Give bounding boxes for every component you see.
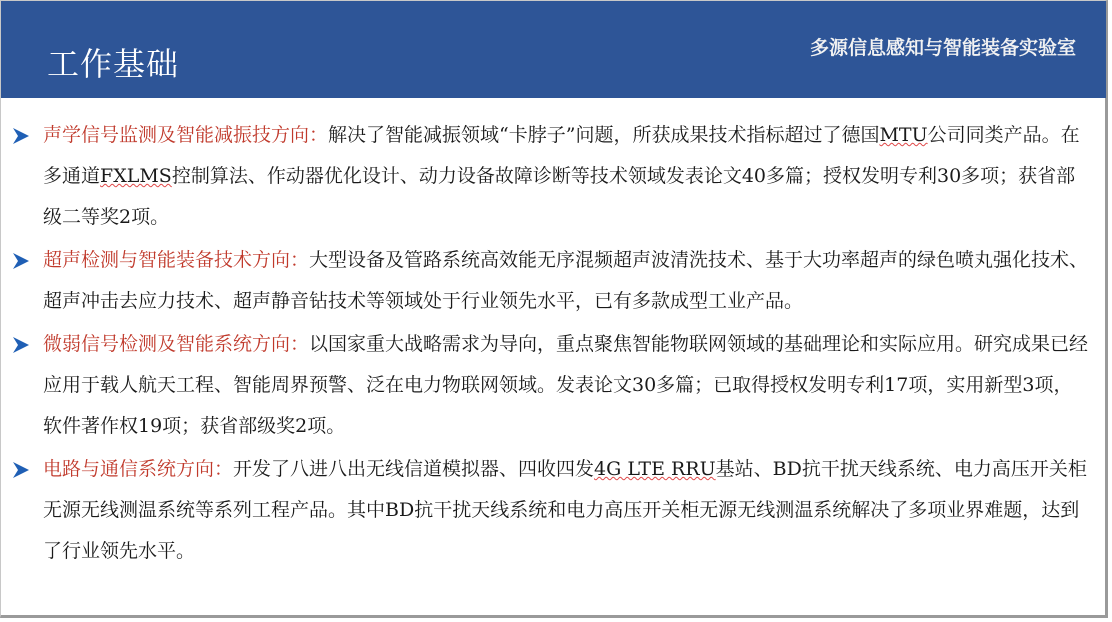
item-body: 解决了智能减振领域“卡脖子”问题，所获成果技术指标超过了德国	[328, 124, 880, 146]
item-lead: 声学信号监测及智能减振技方向：	[43, 124, 329, 146]
term-4g-lte-rru: 4G LTE RRU	[594, 458, 716, 480]
page-title: 工作基础	[47, 45, 180, 83]
list-item	[11, 449, 1091, 572]
item-lead: 微弱信号检测及智能系统方向：	[43, 333, 310, 355]
term-mtu: MTU	[879, 124, 928, 146]
item-body: 以国家重大战略需求为导向，重点聚焦智能物联网领域的基础理论和实际应用。研究成果已经应用于载人航天工程、智能周界预警、泛在电力物联网领域。发表论文30多篇；已取得授权发明专利17项，实用新型3项，软件著作权19项；获省部级奖2项。	[43, 333, 1089, 437]
arrow-bullet-icon	[11, 126, 31, 146]
header-bar	[1, 1, 1106, 98]
arrow-bullet-icon	[11, 251, 31, 271]
arrow-bullet-icon	[11, 460, 31, 480]
list-item	[11, 324, 1091, 447]
item-body: 基站、BD抗干扰天线系统、电力高压开关柜无源无线测温系统等系列工程产品。其中BD抗干扰天线系统和电力高压开关柜无源无线测温系统解决了多项业界难题，达到了行业领先水平。	[43, 458, 1087, 562]
item-lead: 超声检测与智能装备技术方向：	[43, 249, 310, 271]
item-body: 控制算法、作动器优化设计、动力设备故障诊断等技术领域发表论文40多篇；授权发明专利30多项；获省部级二等奖2项。	[43, 165, 1076, 228]
arrow-bullet-icon	[11, 335, 31, 355]
list-item	[11, 240, 1091, 322]
item-body: 公司同类产品。在多通道	[43, 124, 1080, 187]
lab-name: 多源信息感知与智能装备实验室	[809, 37, 1076, 59]
content-list	[11, 115, 1091, 574]
item-lead: 电路与通信系统方向：	[43, 458, 234, 480]
list-item	[11, 115, 1091, 238]
item-body: 大型设备及管路系统高效能无序混频超声波清洗技术、基于大功率超声的绿色喷丸强化技术、超声冲击去应力技术、超声静音钻技术等领域处于行业领先水平，已有多款成型工业产品。	[43, 249, 1089, 312]
item-body: 开发了八进八出无线信道模拟器、四收四发	[233, 458, 595, 480]
term-fxlms: FXLMS	[100, 165, 172, 187]
